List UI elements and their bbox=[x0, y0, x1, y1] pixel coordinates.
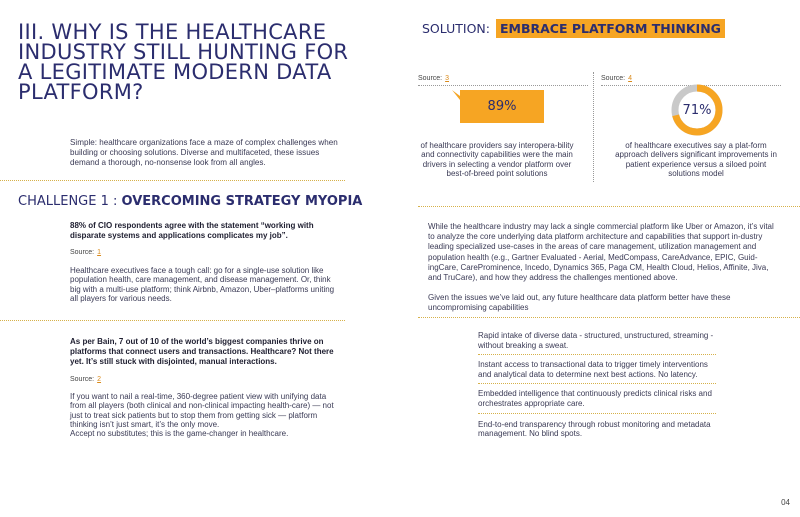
stat-divider-3 bbox=[418, 85, 588, 86]
source-label: Source: bbox=[601, 75, 626, 82]
capability-text: Embedded intelligence that continuously predicts clinical risks and orchestrates appropriate care. bbox=[478, 389, 712, 408]
capability-text: End-to-end transparency through robust monitoring and metadata management. No blind spots. bbox=[478, 419, 711, 439]
solution-prefix: SOLUTION: bbox=[422, 21, 494, 36]
stat-vertical-divider bbox=[593, 72, 594, 182]
source-label: Source: bbox=[70, 249, 95, 256]
stat-89-callout bbox=[452, 90, 544, 123]
right-section-divider bbox=[418, 206, 800, 207]
stat-89-value: 89% bbox=[487, 99, 517, 114]
stat-71-ring bbox=[669, 82, 725, 138]
capability-item bbox=[478, 414, 716, 439]
capability-item bbox=[478, 331, 716, 355]
source-1 bbox=[70, 249, 101, 256]
cio-stat: 88% of CIO respondents agree with the statement “working with disparate systems and applications complicates my job”. bbox=[70, 221, 314, 240]
stat-71-value: 71% bbox=[682, 102, 712, 118]
section-divider bbox=[0, 180, 345, 181]
capabilities-list bbox=[478, 331, 716, 439]
source-3 bbox=[418, 75, 449, 82]
stat-71-caption: of healthcare executives say a plat-form approach delivers significant improvements in patient experience versus a siloed point solutions model bbox=[615, 141, 777, 179]
solution-heading bbox=[422, 21, 725, 36]
bain-stat: As per Bain, 7 out of 10 of the world’s biggest companies thrive on platforms that connect users and transactions. Healthcare? Not there yet. It’s still stuck with disjointed, manual interactions. bbox=[70, 337, 334, 366]
challenge-body-2b: Accept no substitutes; this is the game-changer in healthcare. bbox=[70, 429, 289, 438]
source-link-3[interactable]: 3 bbox=[445, 75, 450, 82]
capability-item bbox=[478, 384, 716, 413]
source-label: Source: bbox=[70, 376, 95, 383]
stat-89-caption: of healthcare providers say interopera-bility and connectivity capabilities were the main drivers in selecting a vendor platform over best-of-breed point solutions bbox=[420, 141, 574, 179]
capabilities-intro: Given the issues we’ve laid out, any future healthcare data platform better have these uncompromising capabilities bbox=[428, 293, 731, 313]
source-link-4[interactable]: 4 bbox=[628, 75, 633, 82]
platform-analysis-paragraph: While the healthcare industry may lack a single commercial platform like Uber or Amazon, it’s vital to analyze the core underlying data platform architecture and capabilities that support in-dustry leading specialized use-cases in the areas of care management, utilization management and population health (e.g., Gartner Evaluated - Aerial, MedCompass, CareAdvance, EPIC, Guid-ingCare, CareProminence, Incedo, Dynamics 365, Paga CM, Health Cloud, Helios, Affinite, Jiva, and TruCare), and how they address the challenges mentioned above. bbox=[428, 222, 774, 283]
challenge-prefix: CHALLENGE 1 : bbox=[18, 194, 122, 209]
solution-title: EMBRACE PLATFORM THINKING bbox=[496, 19, 725, 38]
intro-paragraph: Simple: healthcare organizations face a maze of complex challenges when building or choosing solutions. Diverse and multifaceted, these issues demand a thorough, no-nonsense look from all angles. bbox=[70, 138, 338, 167]
source-4 bbox=[601, 75, 632, 82]
source-link-1[interactable]: 1 bbox=[97, 249, 102, 256]
capability-item bbox=[478, 355, 716, 384]
capability-text: Rapid intake of diverse data - structured, unstructured, streaming - without breaking a sweat. bbox=[478, 331, 714, 350]
source-link-2[interactable]: 2 bbox=[97, 376, 102, 383]
source-2 bbox=[70, 376, 101, 383]
challenge-heading bbox=[18, 194, 363, 209]
challenge-title: OVERCOMING STRATEGY MYOPIA bbox=[121, 194, 363, 209]
page-number: 04 bbox=[781, 498, 790, 507]
challenge-body-2: If you want to nail a real-time, 360-degree patient view with unifying data from all players (both clinical and non-clinical impacting health-care) — not just to treat sick patients but to stop them from getting sick — platform thinking isn’t just smart, it’s the only move. bbox=[70, 392, 334, 430]
source-label: Source: bbox=[418, 75, 443, 82]
section-divider-2 bbox=[0, 320, 345, 321]
capabilities-divider bbox=[418, 317, 800, 318]
challenge-body-1: Healthcare executives face a tough call: go for a single-use solution like population health, care management, and disease management. Or, think big with a multi-use platform; think Airbnb, Amazon, Uber–platforms uniting all players for various needs. bbox=[70, 266, 335, 304]
capability-text: Instant access to transactional data to trigger timely interventions and analytical data to determine next best actions. No latency. bbox=[478, 360, 708, 379]
page-title: III. WHY IS THE HEALTHCARE INDUSTRY STILL HUNTING FOR A LEGITIMATE MODERN DATA PLATFORM? bbox=[18, 20, 349, 104]
